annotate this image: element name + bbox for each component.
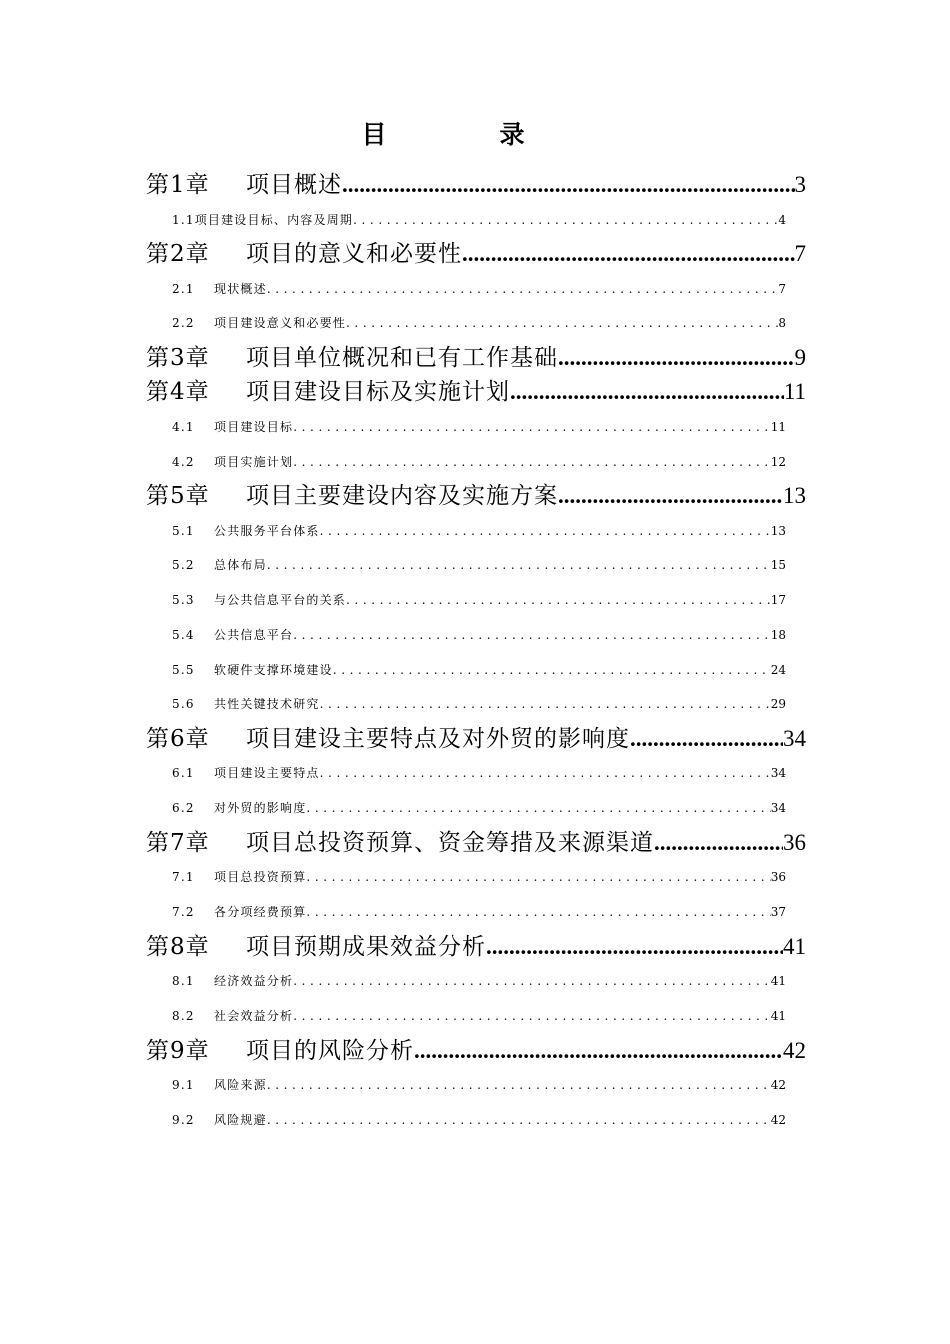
toc-entry-number: 5.5 bbox=[172, 662, 195, 677]
toc-entry-page-number: 18 bbox=[770, 627, 786, 642]
toc-entry-label: 项目的意义和必要性 bbox=[246, 241, 462, 267]
toc-entry-label: 项目建设主要特点 bbox=[214, 766, 320, 781]
toc-entry-label: 项目预期成果效益分析 bbox=[246, 933, 486, 960]
toc-entry-number: 5.6 bbox=[172, 697, 195, 712]
toc-entry-page-number: 7 bbox=[778, 281, 786, 296]
toc-entry-label: 公共信息平台 bbox=[214, 627, 294, 642]
toc-entry-label: 经济效益分析 bbox=[214, 974, 294, 989]
dot-leader bbox=[293, 964, 771, 999]
toc-entry-page-number: 24 bbox=[770, 662, 786, 677]
dot-leader bbox=[320, 514, 771, 549]
toc-entry-page-number: 36 bbox=[770, 870, 786, 885]
toc-section-entry[interactable] bbox=[146, 548, 806, 583]
toc-section-entry[interactable] bbox=[146, 860, 806, 895]
toc-entry-label: 对外贸的影响度 bbox=[214, 801, 307, 816]
toc-entry-label: 项目的风险分析 bbox=[246, 1037, 414, 1064]
toc-entry-page-number: 13 bbox=[783, 483, 806, 509]
dot-leader bbox=[306, 895, 770, 930]
toc-chapter-entry[interactable] bbox=[146, 826, 806, 861]
toc-entry-number: 第1章 bbox=[146, 172, 210, 198]
toc-chapter-entry[interactable] bbox=[146, 479, 806, 514]
toc-entry-label: 软硬件支撑环境建设 bbox=[214, 662, 333, 677]
toc-title: 目 录 bbox=[361, 120, 569, 149]
dot-leader bbox=[293, 445, 771, 480]
toc-entry-number: 5.1 bbox=[172, 523, 195, 538]
toc-section-entry[interactable] bbox=[146, 618, 806, 653]
toc-entry-number: 5.2 bbox=[172, 558, 195, 573]
toc-entry-page-number: 41 bbox=[783, 933, 806, 959]
dot-leader bbox=[333, 653, 771, 688]
toc-section-entry[interactable] bbox=[146, 964, 806, 999]
toc-entry-number: 7.1 bbox=[172, 870, 195, 885]
dot-leader bbox=[293, 999, 771, 1034]
toc-entry-number: 第8章 bbox=[146, 933, 210, 960]
toc-entry-number: 第4章 bbox=[146, 379, 210, 406]
toc-section-entry[interactable] bbox=[146, 272, 806, 307]
toc-chapter-entry[interactable] bbox=[146, 930, 806, 965]
toc-entry-label: 项目单位概况和已有工作基础 bbox=[246, 344, 558, 371]
toc-entry-number: 第7章 bbox=[146, 829, 210, 856]
toc-section-entry[interactable] bbox=[146, 791, 806, 826]
toc-section-entry[interactable] bbox=[146, 895, 806, 930]
toc-entry-label: 与公共信息平台的关系 bbox=[214, 593, 347, 608]
toc-entry-page-number: 17 bbox=[770, 593, 786, 608]
toc-section-entry[interactable] bbox=[146, 999, 806, 1034]
toc-entry-label: 项目总投资预算、资金筹措及来源渠道 bbox=[246, 829, 654, 856]
toc-entry-label: 风险规避 bbox=[214, 1112, 267, 1127]
dot-leader bbox=[267, 548, 771, 583]
toc-entry-page-number: 34 bbox=[770, 801, 786, 816]
toc-entry-page-number: 42 bbox=[783, 1037, 806, 1063]
dot-leader bbox=[320, 756, 771, 791]
dot-leader bbox=[346, 306, 778, 341]
toc-entry-label: 项目实施计划 bbox=[214, 454, 294, 469]
toc-entry-label: 项目建设目标 bbox=[214, 419, 294, 434]
toc-section-entry[interactable] bbox=[146, 653, 806, 688]
toc-entry-number: 2.1 bbox=[172, 281, 195, 296]
toc-entry-page-number: 41 bbox=[770, 1008, 786, 1023]
toc-section-entry[interactable] bbox=[146, 514, 806, 549]
toc-entry-number: 8.1 bbox=[172, 974, 195, 989]
table-of-contents bbox=[146, 168, 806, 1137]
dot-leader bbox=[342, 168, 795, 203]
toc-entry-label: 公共服务平台体系 bbox=[214, 523, 320, 538]
toc-entry-page-number: 4 bbox=[778, 212, 786, 227]
toc-entry-label: 项目建设目标、内容及周期 bbox=[194, 212, 354, 227]
toc-entry-page-number: 13 bbox=[770, 523, 786, 538]
dot-leader bbox=[630, 722, 783, 757]
toc-chapter-entry[interactable] bbox=[146, 168, 806, 203]
toc-entry-number: 6.1 bbox=[172, 766, 195, 781]
toc-entry-page-number: 15 bbox=[770, 558, 786, 573]
dot-leader bbox=[267, 1068, 771, 1103]
toc-entry-label: 项目主要建设内容及实施方案 bbox=[246, 483, 558, 510]
toc-chapter-entry[interactable] bbox=[146, 375, 806, 410]
toc-entry-number: 6.2 bbox=[172, 801, 195, 816]
toc-entry-page-number: 42 bbox=[770, 1112, 786, 1127]
toc-entry-number: 第5章 bbox=[146, 483, 210, 510]
toc-entry-number: 4.1 bbox=[172, 419, 195, 434]
toc-entry-number: 5.3 bbox=[172, 593, 195, 608]
dot-leader bbox=[320, 687, 771, 722]
dot-leader bbox=[558, 341, 795, 376]
toc-entry-page-number: 34 bbox=[770, 766, 786, 781]
toc-entry-label: 项目建设主要特点及对外贸的影响度 bbox=[246, 725, 630, 752]
dot-leader bbox=[510, 375, 784, 410]
toc-section-entry[interactable] bbox=[146, 1068, 806, 1103]
toc-entry-page-number: 8 bbox=[778, 316, 786, 331]
dot-leader bbox=[558, 479, 783, 514]
toc-entry-label: 项目建设意义和必要性 bbox=[214, 316, 347, 331]
toc-chapter-entry[interactable] bbox=[146, 1034, 806, 1069]
toc-entry-label: 项目建设目标及实施计划 bbox=[246, 379, 510, 406]
toc-section-entry[interactable] bbox=[146, 306, 806, 341]
dot-leader bbox=[346, 583, 771, 618]
toc-entry-page-number: 11 bbox=[783, 379, 806, 405]
dot-leader bbox=[293, 410, 771, 445]
toc-section-entry[interactable] bbox=[146, 410, 806, 445]
toc-entry-number: 第2章 bbox=[146, 241, 210, 267]
toc-entry-page-number: 42 bbox=[770, 1078, 786, 1092]
toc-entry-label: 总体布局 bbox=[214, 558, 267, 573]
toc-entry-number: 2.2 bbox=[172, 316, 195, 331]
toc-entry-number: 9.2 bbox=[172, 1112, 195, 1127]
toc-entry-number: 4.2 bbox=[172, 454, 195, 469]
toc-section-entry[interactable] bbox=[146, 583, 806, 618]
toc-section-entry[interactable] bbox=[146, 203, 806, 238]
toc-entry-label: 社会效益分析 bbox=[214, 1008, 294, 1023]
toc-entry-page-number: 7 bbox=[794, 241, 806, 266]
toc-entry-page-number: 12 bbox=[770, 454, 786, 469]
toc-entry-number: 5.4 bbox=[172, 627, 195, 642]
toc-entry-label: 各分项经费预算 bbox=[214, 904, 307, 919]
toc-entry-number: 7.2 bbox=[172, 904, 195, 919]
toc-entry-number: 8.2 bbox=[172, 1008, 195, 1023]
dot-leader bbox=[414, 1034, 783, 1069]
toc-entry-page-number: 34 bbox=[783, 725, 806, 751]
toc-entry-page-number: 9 bbox=[794, 344, 806, 370]
toc-entry-page-number: 37 bbox=[770, 904, 786, 919]
toc-entry-page-number: 11 bbox=[770, 419, 786, 434]
toc-entry-page-number: 41 bbox=[770, 974, 786, 989]
toc-entry-label: 项目概述 bbox=[246, 172, 342, 198]
toc-entry-number: 9.1 bbox=[172, 1078, 195, 1092]
toc-entry-label: 项目总投资预算 bbox=[214, 870, 307, 885]
toc-entry-number: 第9章 bbox=[146, 1037, 210, 1064]
toc-chapter-entry[interactable] bbox=[146, 341, 806, 376]
toc-entry-page-number: 3 bbox=[794, 172, 806, 197]
toc-section-entry[interactable] bbox=[146, 445, 806, 480]
dot-leader bbox=[267, 272, 779, 307]
toc-entry-page-number: 36 bbox=[783, 829, 806, 855]
toc-entry-number: 第3章 bbox=[146, 344, 210, 371]
dot-leader bbox=[654, 826, 783, 861]
dot-leader bbox=[486, 930, 783, 965]
toc-section-entry[interactable] bbox=[146, 756, 806, 791]
toc-entry-number: 1.1 bbox=[172, 212, 195, 227]
toc-chapter-entry[interactable] bbox=[146, 722, 806, 757]
toc-entry-page-number: 29 bbox=[770, 697, 786, 712]
toc-chapter-entry[interactable] bbox=[146, 237, 806, 272]
toc-section-entry[interactable] bbox=[146, 1103, 806, 1138]
dot-leader bbox=[267, 1103, 771, 1138]
dot-leader bbox=[293, 618, 771, 653]
toc-entry-number: 第6章 bbox=[146, 725, 210, 752]
toc-entry-label: 风险来源 bbox=[214, 1078, 267, 1092]
toc-section-entry[interactable] bbox=[146, 687, 806, 722]
toc-entry-label: 共性关键技术研究 bbox=[214, 697, 320, 712]
dot-leader bbox=[462, 237, 795, 272]
toc-entry-label: 现状概述 bbox=[214, 281, 267, 296]
dot-leader bbox=[353, 203, 778, 238]
dot-leader bbox=[306, 791, 770, 826]
dot-leader bbox=[306, 860, 770, 895]
